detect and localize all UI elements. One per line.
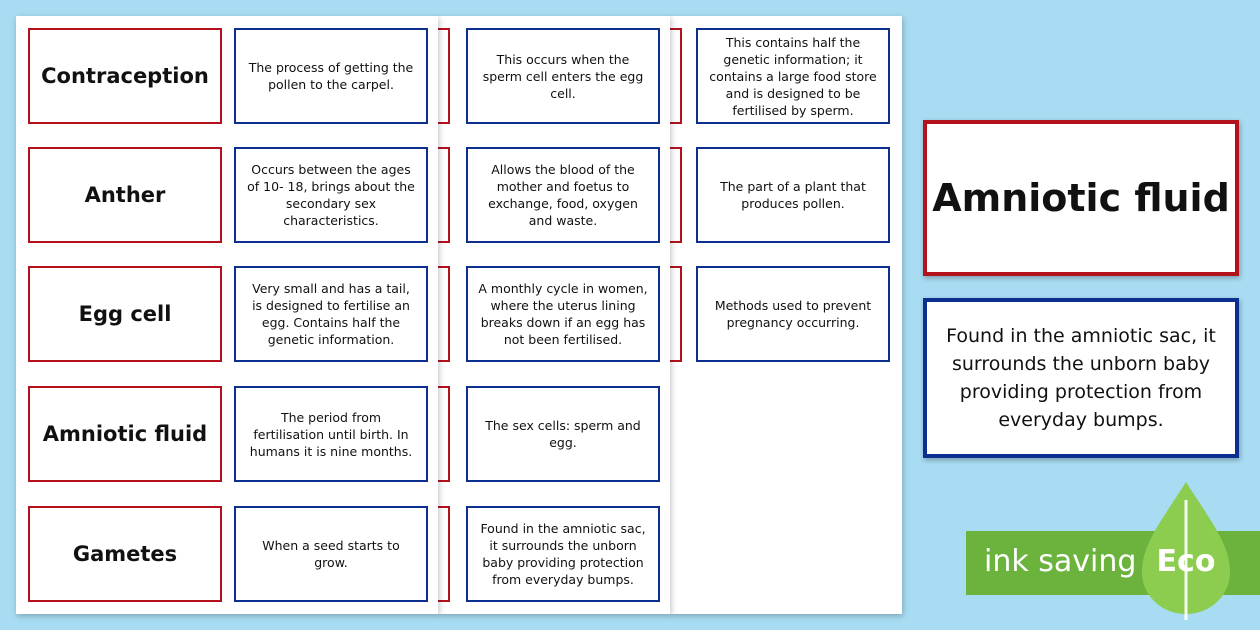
featured-term-text: Amniotic fluid (932, 176, 1230, 220)
definition-card (466, 28, 660, 124)
definition-text: The part of a plant that produces pollen. (720, 179, 866, 211)
definition-card (234, 28, 428, 124)
definition-card (234, 266, 428, 362)
worksheet-page-2 (438, 16, 670, 614)
term-card (28, 147, 222, 243)
term-text: Anther (84, 183, 166, 207)
term-text: Gametes (72, 542, 178, 566)
featured-definition-text: Found in the amniotic sac, it surrounds the unborn baby providing protection from everyday bumps. (946, 325, 1216, 431)
definition-text: The period from fertilisation until birth. In humans it is nine months. (249, 409, 413, 459)
term-text: Egg cell (78, 302, 172, 326)
card-edge (438, 28, 450, 124)
definition-text: Found in the amniotic sac, it surrounds the unborn baby providing protection from everyday bumps. (480, 521, 646, 587)
definition-card (466, 386, 660, 482)
definition-card (696, 266, 890, 362)
term-text: Amniotic fluid (42, 422, 208, 446)
definition-text: Occurs between the ages of 10- 18, brings about the secondary sex characteristics. (247, 162, 415, 228)
ink-saving-label: ink saving (984, 544, 1137, 579)
definition-text: The sex cells: sperm and egg. (485, 418, 641, 450)
definition-text: Very small and has a tail, is designed to fertilise an egg. Contains half the genetic information. (252, 281, 410, 347)
card-edge (670, 28, 682, 124)
definition-card (696, 147, 890, 243)
featured-term-card (923, 120, 1239, 276)
definition-text: When a seed starts to grow. (262, 538, 400, 570)
definition-card (466, 266, 660, 362)
definition-card (696, 28, 890, 124)
definition-card (234, 147, 428, 243)
definition-text: Methods used to prevent pregnancy occurring. (714, 298, 872, 330)
card-edge (438, 506, 450, 602)
card-edge (438, 266, 450, 362)
definition-text: Allows the blood of the mother and foetus to exchange, food, oxygen and waste. (488, 162, 638, 228)
definition-card (466, 506, 660, 602)
term-card (28, 28, 222, 124)
definition-text: The process of getting the pollen to the carpel. (248, 60, 414, 92)
featured-definition-card (923, 298, 1239, 458)
card-edge (438, 386, 450, 482)
definition-text: This contains half the genetic information; it contains a large food store and is designed to be fertilised by sperm. (709, 34, 877, 118)
definition-card (234, 386, 428, 482)
eco-label: Eco (1156, 544, 1216, 579)
term-card (28, 506, 222, 602)
definition-text: A monthly cycle in women, where the uterus lining breaks down if an egg has not been fertilised. (478, 281, 648, 347)
worksheet-page-3 (670, 16, 902, 614)
definition-text: This occurs when the sperm cell enters the egg cell. (482, 51, 644, 101)
worksheet-page-1 (16, 16, 438, 614)
term-card (28, 266, 222, 362)
card-edge (670, 147, 682, 243)
term-text: Contraception (41, 64, 209, 88)
term-card (28, 386, 222, 482)
definition-card (234, 506, 428, 602)
definition-card (466, 147, 660, 243)
card-edge (670, 266, 682, 362)
card-edge (438, 147, 450, 243)
